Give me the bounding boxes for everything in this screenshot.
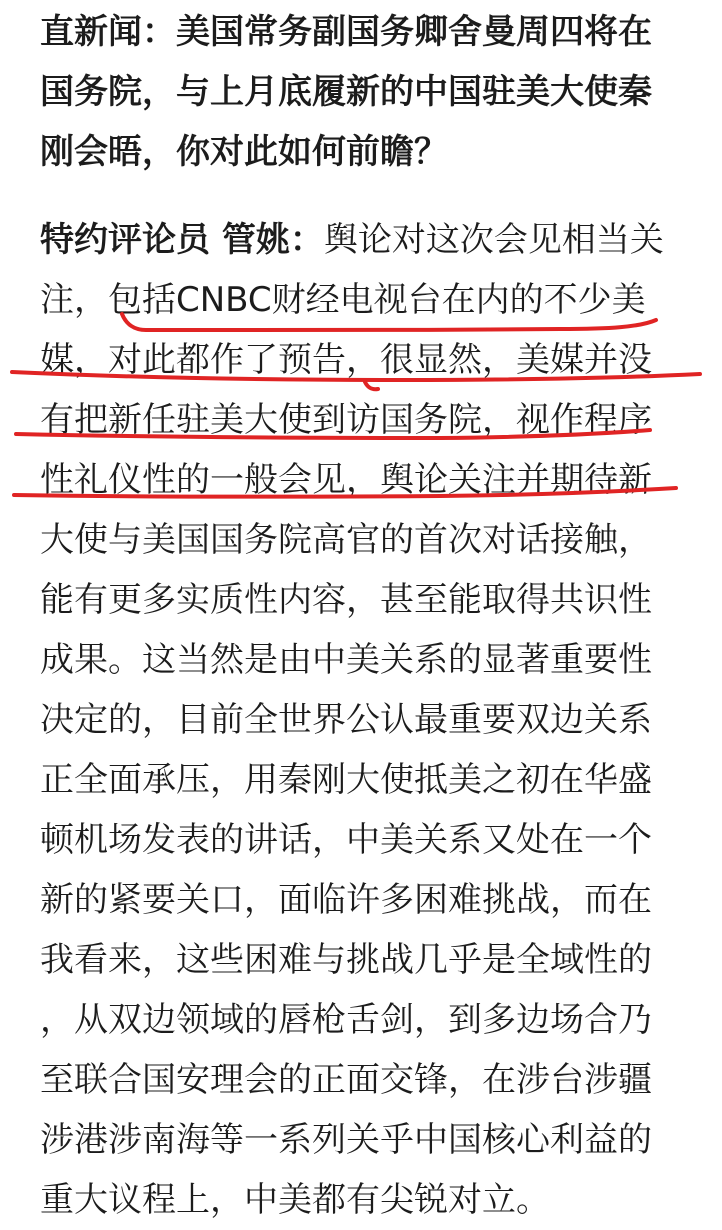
answer-line-14: ，从双边领域的唇枪舌剑，到多边场合乃 — [40, 1000, 652, 1040]
answer-line-13: 我看来，这些困难与挑战几乎是全域性的 — [40, 940, 652, 980]
answer-line-3: 媒，对此都作了预告，很显然，美媒并没 — [40, 340, 652, 380]
answer-line-16: 涉港涉南海等一系列关乎中国核心利益的 — [40, 1120, 652, 1160]
answer-line-5: 性礼仪性的一般会见，舆论关注并期待新 — [40, 460, 652, 500]
answer-line-1 — [40, 210, 700, 270]
answer-line-12: 新的紧要关口，面临许多困难挑战，而在 — [40, 880, 652, 920]
answer-line-2: 注，包括CNBC财经电视台在内的不少美 — [40, 280, 646, 320]
answer-line-7: 能有更多实质性内容，甚至能取得共识性 — [40, 580, 652, 620]
answer-line-10: 正全面承压，用秦刚大使抵美之初在华盛 — [40, 760, 652, 800]
answer-line-17: 重大议程上，中美都有尖锐对立。 — [40, 1180, 550, 1220]
answer-line-4: 有把新任驻美大使到访国务院，视作程序 — [40, 400, 652, 440]
answer-line-11: 顿机场发表的讲话，中美关系又处在一个 — [40, 820, 652, 860]
question-line-1: 直新闻：美国常务副国务卿舍曼周四将在 — [40, 12, 652, 52]
question-line-3: 刚会晤，你对此如何前瞻？ — [40, 132, 448, 172]
answer-line-9: 决定的，目前全世界公认最重要双边关系 — [40, 700, 652, 740]
answer-line-1-text: 舆论对这次会见相当关 — [323, 220, 664, 260]
answer-line-8: 成果。这当然是由中美关系的显著重要性 — [40, 640, 652, 680]
answer-line-6: 大使与美国国务院高官的首次对话接触， — [40, 520, 652, 560]
question-line-2: 国务院，与上月底履新的中国驻美大使秦 — [40, 72, 652, 112]
answer-line-15: 至联合国安理会的正面交锋，在涉台涉疆 — [40, 1060, 652, 1100]
speaker-label: 特约评论员 管姚： — [40, 220, 324, 260]
